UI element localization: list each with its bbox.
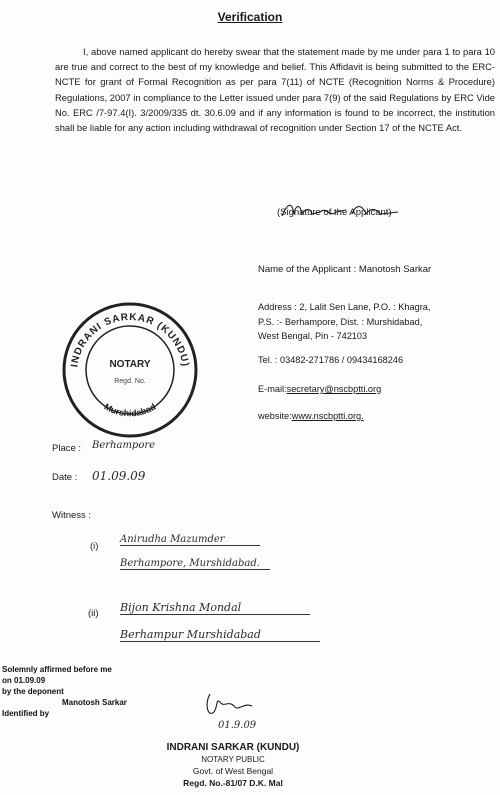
notary-seal-block [148, 742, 318, 789]
affirmation-line-2: on 01.09.09 [2, 676, 46, 685]
signature-label: (Signature of the Applicant) [277, 207, 392, 218]
applicant-address [258, 300, 430, 344]
witness-1-number: (i) [90, 541, 99, 552]
notary-affirmation-stamp [2, 664, 167, 719]
witness-2-address: Berhampur Murshidabad [120, 628, 320, 642]
verification-paragraph: I, above named applicant do hereby swear that the statement made by me under para 1 to para 10 are true and correct to the best of my knowledge and belief. This Affidavit is being submitted to the ERC-NCTE for grant of Formal Recognition as per para 7(11) of NCTE (Recognition Norms & Procedure) Regulations, 2007 in compliance to the Letter issued under para 7(9) of the said Regulations by ERC Vide No. ERC /7-97.4(I). 3/2009/335 dt. 30.6.09 and if any information is found to be incorrect, the institution shall be liable for any action including withdrawal of recognition under Section 17 of the NCTE Act. [55, 46, 495, 134]
witness-1-address: Berhampore, Murshidabad. [120, 558, 270, 570]
notary-govt: Govt. of West Bengal [192, 766, 274, 776]
applicant-website [258, 411, 364, 421]
affirmation-line-5: Identified by [2, 709, 50, 718]
svg-text:Murshidabad [102, 401, 157, 418]
notary-round-stamp [55, 295, 205, 445]
address-line-2: P.S. :- Berhampore, Dist. : Murshidabad, [258, 316, 423, 327]
notary-title: NOTARY PUBLIC [201, 755, 265, 764]
stamp-bottom-text: Murshidabad [102, 401, 158, 419]
witness-2-number: (ii) [88, 608, 99, 619]
witness-1-name: Anirudha Mazumder [120, 534, 260, 546]
stamp-ring-text: INDRANI SARKAR (KUNDU) [69, 311, 191, 368]
affirmation-line-4: Manotosh Sarkar [62, 698, 127, 707]
email-label: E-mail: [258, 384, 287, 394]
website-link[interactable]: www.nscbptti.org. [291, 411, 364, 421]
document-title: Verification [217, 10, 283, 24]
stamp-center-regd: Regd. No. [114, 378, 146, 385]
witness-label: Witness : [52, 510, 92, 521]
address-line-1: Address : 2, Lalit Sen Lane, P.O. : Khagra, [258, 302, 431, 312]
affirmation-line-3: by the deponent [2, 687, 64, 696]
date-value: 01.09.09 [92, 469, 146, 483]
date-label: Date : [52, 472, 78, 483]
website-label: website: [258, 411, 292, 421]
address-line-3: West Bengal, Pin - 742103 [258, 331, 368, 341]
notary-regd: Regd. No.-81/07 D.K. Mal [183, 778, 283, 788]
notary-sign-date: 01.9.09 [218, 720, 257, 731]
place-label: Place : [52, 443, 82, 454]
applicant-name: Name of the Applicant : Manotosh Sarkar [258, 264, 432, 275]
affirmation-line-1: Solemnly affirmed before me [2, 665, 112, 674]
place-value: Berhampore [92, 440, 156, 451]
email-link[interactable]: secretary@nscbptti.org [286, 384, 382, 394]
stamp-center-notary: NOTARY [109, 359, 151, 370]
notary-name: INDRANI SARKAR (KUNDU) [166, 742, 300, 753]
applicant-email [258, 384, 381, 394]
applicant-telephone: Tel. : 03482-271786 / 09434168246 [258, 355, 404, 365]
witness-2-name: Bijon Krishna Mondal [120, 601, 310, 615]
